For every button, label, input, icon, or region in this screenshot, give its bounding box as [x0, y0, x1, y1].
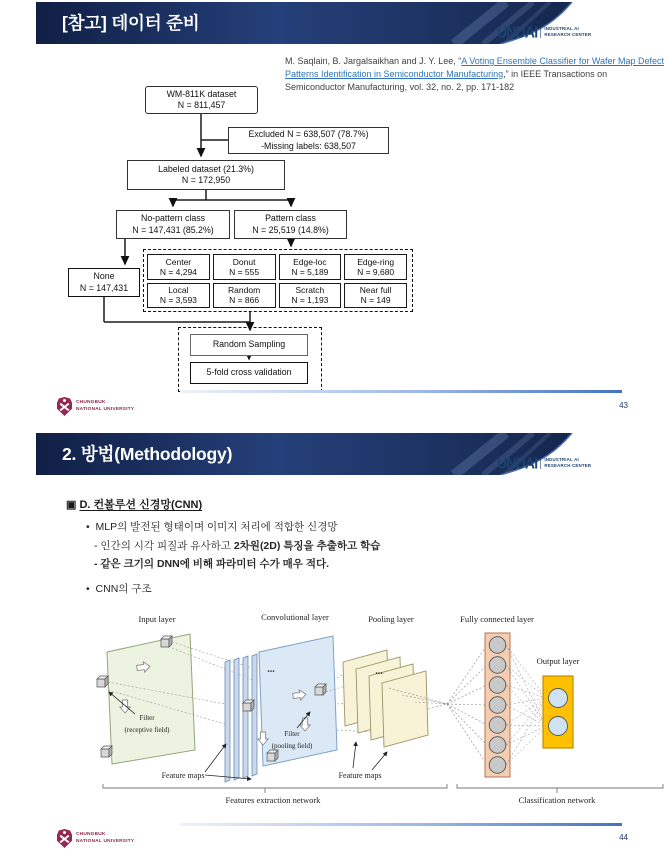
class-box-local: [147, 283, 210, 309]
slide1-page-number: 43: [619, 401, 628, 410]
undai-logo-wordmark: UNDAI: [497, 454, 538, 472]
pooling-dots: ...: [375, 666, 383, 677]
flow-box-random-sampling: [190, 334, 308, 356]
flow-box-root-line1: WM-811K dataset: [166, 88, 237, 99]
undai-logo-divider: [540, 27, 541, 38]
class-box-near-full: [344, 283, 407, 309]
feature-maps-right-label: Feature maps: [338, 771, 382, 780]
undai-logo-sub2: RESEARCH CENTER: [544, 463, 592, 468]
flow-box-excluded-line1: Excluded N = 638,507 (78.7%): [248, 129, 369, 140]
class-name: Center: [165, 256, 192, 267]
cbnu-text-line2: NATIONAL UNIVERSITY: [76, 406, 135, 412]
sub-item-2: - 같은 크기의 DNN에 비해 파라미터 수가 매우 적다.: [94, 558, 330, 570]
square-bullet-icon: ▣: [66, 499, 77, 511]
flow-box-pattern-line2: N = 25,519 (14.8%): [252, 224, 329, 235]
class-name: Random: [228, 285, 261, 296]
bullet-item-2-text: CNN의 구조: [95, 583, 152, 595]
flow-box-none-line1: None: [93, 271, 115, 282]
class-box-edge-ring: [344, 254, 407, 280]
flow-box-cross-validation: [190, 362, 308, 384]
conv-layer-label: Convolutional layer: [261, 612, 329, 622]
output-layer-label: Output layer: [536, 656, 580, 666]
bullet-icon: •: [86, 583, 90, 595]
slide1-title: [참고] 데이터 준비: [62, 13, 200, 33]
random-sampling-label: Random Sampling: [212, 339, 286, 350]
cnn-architecture-diagram: [95, 612, 665, 808]
pooling-field-label: (pooling field): [271, 742, 313, 750]
bullet-icon: •: [86, 521, 90, 533]
class-count: N = 1,193: [291, 295, 329, 306]
extraction-network-label: Features extraction network: [225, 795, 321, 805]
undai-logo: [497, 455, 591, 471]
cbnu-shield-icon: [57, 829, 72, 848]
input-layer-label: Input layer: [138, 614, 176, 624]
citation-link[interactable]: A Voting Ensemble Classifier for Wafer Map Defect Patterns Identification in Semiconductor Manufacturing: [285, 56, 665, 79]
class-count: N = 4,294: [159, 266, 197, 277]
section-heading: [66, 496, 202, 512]
class-box-center: [147, 254, 210, 280]
undai-logo-sub2: RESEARCH CENTER: [544, 32, 592, 37]
class-box-donut: [213, 254, 276, 280]
cbnu-shield-icon: [57, 397, 72, 416]
cbnu-text-line1: CHUNGBUK: [76, 832, 106, 838]
cbnu-text-line2: NATIONAL UNIVERSITY: [76, 838, 135, 844]
bullet-item-1: [86, 519, 337, 534]
undai-logo-sub1: INDUSTRIAL AI: [544, 26, 579, 32]
footer-accent-line: [180, 823, 622, 826]
flow-box-no-pattern-line2: N = 147,431 (85.2%): [132, 224, 214, 235]
flow-box-excluded-line2: -Missing labels: 638,507: [261, 140, 356, 151]
class-count: N = 5,189: [291, 266, 329, 277]
class-box-scratch: [279, 283, 342, 309]
flow-box-pattern-line1: Pattern class: [265, 213, 316, 224]
conv-dots: ...: [267, 664, 275, 675]
flow-box-excluded: [228, 127, 389, 154]
output-layer-rect: [543, 676, 573, 748]
filter-receptive-label: Filter: [139, 714, 155, 722]
cbnu-text-line1: CHUNGBUK: [76, 400, 106, 406]
undai-logo-sub1: INDUSTRIAL AI: [544, 457, 579, 463]
pooling-layer-label: Pooling layer: [368, 614, 414, 624]
flow-box-root: [145, 86, 258, 114]
classification-network-label: Classification network: [518, 795, 596, 805]
class-box-random: [213, 283, 276, 309]
feature-maps-left-label: Feature maps: [161, 771, 205, 780]
input-plane: [107, 634, 195, 764]
section-heading-text: D. 컨볼루션 신경망(CNN): [79, 499, 203, 511]
class-name: Edge-ring: [357, 256, 395, 267]
citation-suffix: ,” in IEEE Transactions on Semiconductor Manufacturing, vol. 32, no. 2, pp. 171-182: [285, 68, 608, 92]
pooling-planes: [343, 650, 428, 747]
class-count: N = 3,593: [159, 295, 197, 306]
pattern-classes-grid: [147, 254, 407, 308]
undai-logo-divider: [540, 458, 541, 469]
flow-box-none: [68, 268, 140, 297]
sub-item-1-normal: - 인간의 시각 피질과 유사하고: [94, 540, 234, 552]
class-name: Scratch: [295, 285, 325, 296]
undai-logo: [497, 24, 591, 40]
cbnu-logo: [57, 397, 134, 416]
class-box-edge-loc: [279, 254, 342, 280]
flow-box-root-line2: N = 811,457: [177, 100, 226, 110]
slide2-page-number: 44: [619, 833, 628, 842]
class-count: N = 866: [229, 295, 260, 306]
cbnu-logo: [57, 829, 134, 848]
flow-box-labeled: [127, 160, 285, 190]
flow-box-labeled-line1: Labeled dataset (21.3%): [158, 163, 254, 174]
flow-box-labeled-line2: N = 172,950: [181, 175, 231, 185]
filter-pooling-label: Filter: [284, 730, 300, 738]
class-name: Local: [168, 285, 189, 296]
cross-validation-label: 5-fold cross validation: [206, 367, 292, 378]
flow-box-none-line2: N = 147,431: [79, 282, 129, 293]
undai-logo-wordmark: UNDAI: [497, 23, 538, 41]
sub-item-1: [94, 538, 380, 553]
slide2-title: 2. 방법(Methodology): [62, 444, 233, 464]
footer-accent-line: [180, 390, 622, 393]
slide-1: [0, 0, 666, 427]
class-count: N = 9,680: [357, 266, 395, 277]
class-name: Near full: [359, 285, 392, 296]
class-name: Edge-loc: [293, 256, 327, 267]
sub-item-1-bold: 2차원(2D) 특징을 추출하고 학습: [233, 540, 381, 552]
flow-box-no-pattern-line1: No-pattern class: [140, 213, 206, 224]
conv-feature-map-slats: [225, 654, 257, 782]
fc-layer-label: Fully connected layer: [460, 614, 534, 624]
class-name: Donut: [232, 256, 256, 267]
bullet-item-2: [86, 581, 152, 596]
class-count: N = 149: [360, 295, 391, 306]
flow-box-no-pattern: [116, 210, 230, 239]
flow-box-pattern: [234, 210, 347, 239]
bullet-item-1-text: MLP의 발전된 형태이며 이미지 처리에 적합한 신경망: [95, 521, 338, 533]
receptive-field-label: (receptive field): [124, 726, 170, 734]
class-count: N = 555: [229, 266, 260, 277]
slide-2: [0, 427, 666, 861]
citation-prefix: M. Saqlain, B. Jargalsaikhan and J. Y. Lee, “: [285, 56, 462, 66]
